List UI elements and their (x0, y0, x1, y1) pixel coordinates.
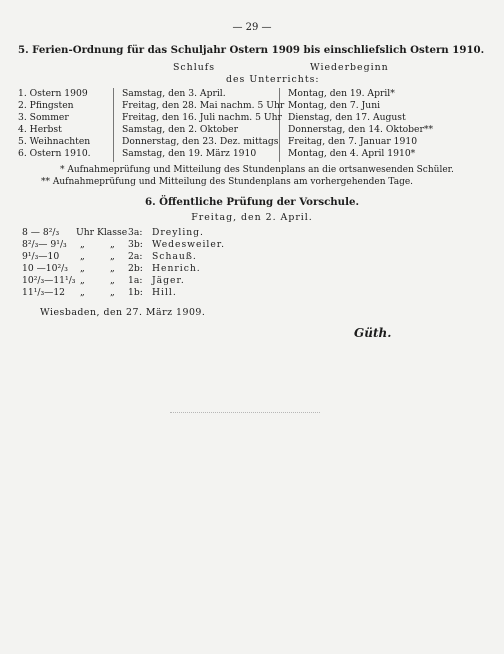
exam-teacher: Dreyling. (152, 227, 204, 238)
exam-time: 11¹/₃—12 (22, 287, 66, 298)
schedule-close: Samstag, den 2. Oktober (122, 124, 238, 135)
exam-teacher: Hill. (152, 287, 177, 298)
exam-unit: „ (80, 263, 85, 274)
place-date-line: Wiesbaden, den 27. März 1909. (40, 307, 206, 318)
signature: Güth. (354, 326, 392, 340)
schedule-period: 6. Ostern 1910. (18, 148, 91, 159)
schedule-resume: Montag, den 7. Juni (288, 100, 381, 111)
schedule-resume: Donnerstag, den 14. Oktober** (288, 124, 434, 135)
schedule-resume: Montag, den 19. April* (288, 88, 395, 99)
schedule-close: Freitag, den 28. Mai nachm. 5 Uhr (122, 100, 285, 111)
exam-class: 1a: (128, 275, 143, 286)
schedule-close: Donnerstag, den 23. Dez. mittags (122, 136, 279, 147)
exam-unit: „ (80, 287, 85, 298)
exam-class: 2a: (128, 251, 143, 262)
exam-class: 3b: (128, 239, 143, 250)
exam-unit: Uhr (76, 227, 95, 238)
footnote-1: * Aufnahmeprüfung und Mitteilung des Stundenplans an die ortsanwesenden Schüler. (60, 165, 454, 175)
exam-time: 10²/₃—11¹/₃ (22, 275, 76, 286)
exam-unit: „ (80, 275, 85, 286)
exam-teacher: Jäger. (152, 275, 185, 286)
faint-divider-line (170, 412, 320, 413)
footnote-2: ** Aufnahmeprüfung und Mitteilung des Stundenplans am vorhergehenden Tage. (41, 177, 414, 187)
header-des-unterrichts: des Unterrichts: (226, 74, 320, 85)
header-wiederbeginn: Wiederbeginn (310, 62, 389, 73)
exam-class: 3a: (128, 227, 143, 238)
schedule-close: Samstag, den 19. März 1910 (122, 148, 257, 159)
exam-label: „ (110, 263, 115, 274)
exam-teacher: Schauß. (152, 251, 197, 262)
page-number: — 29 — (232, 22, 272, 33)
exam-class: 2b: (128, 263, 143, 274)
exam-time: 8²/₃— 9¹/₃ (22, 239, 67, 250)
schedule-period: 5. Weihnachten (18, 136, 91, 147)
header-schluss: Schlufs (173, 62, 216, 73)
exam-unit: „ (80, 239, 85, 250)
schedule-close: Freitag, den 16. Juli nachm. 5 Uhr (122, 112, 282, 123)
section-6-date: Freitag, den 2. April. (191, 212, 313, 223)
exam-label: „ (110, 275, 115, 286)
schedule-close: Samstag, den 3. April. (122, 88, 226, 99)
exam-time: 8 — 8²/₃ (22, 227, 60, 238)
exam-label: „ (110, 251, 115, 262)
exam-time: 10 —10²/₃ (22, 263, 68, 274)
exam-label: „ (110, 287, 115, 298)
exam-teacher: Wedesweiler. (152, 239, 226, 250)
exam-label: Klasse (97, 227, 128, 238)
schedule-period: 1. Ostern 1909 (18, 88, 88, 99)
schedule-resume: Freitag, den 7. Januar 1910 (288, 136, 418, 147)
exam-unit: „ (80, 251, 85, 262)
exam-teacher: Henrich. (152, 263, 201, 274)
schedule-period: 3. Sommer (18, 112, 69, 123)
exam-time: 9¹/₃—10 (22, 251, 60, 262)
schedule-resume: Montag, den 4. April 1910* (288, 148, 416, 159)
section-6-title: 6. Öffentliche Prüfung der Vorschule. (145, 196, 359, 208)
exam-class: 1b: (128, 287, 143, 298)
schedule-period: 2. Pfingsten (18, 100, 74, 111)
section-5-title: 5. Ferien-Ordnung für das Schuljahr Ostern 1909 bis einschliefslich Ostern 1910. (18, 44, 485, 56)
exam-label: „ (110, 239, 115, 250)
column-divider-1 (113, 88, 114, 162)
schedule-resume: Dienstag, den 17. August (288, 112, 406, 123)
schedule-period: 4. Herbst (18, 124, 62, 135)
